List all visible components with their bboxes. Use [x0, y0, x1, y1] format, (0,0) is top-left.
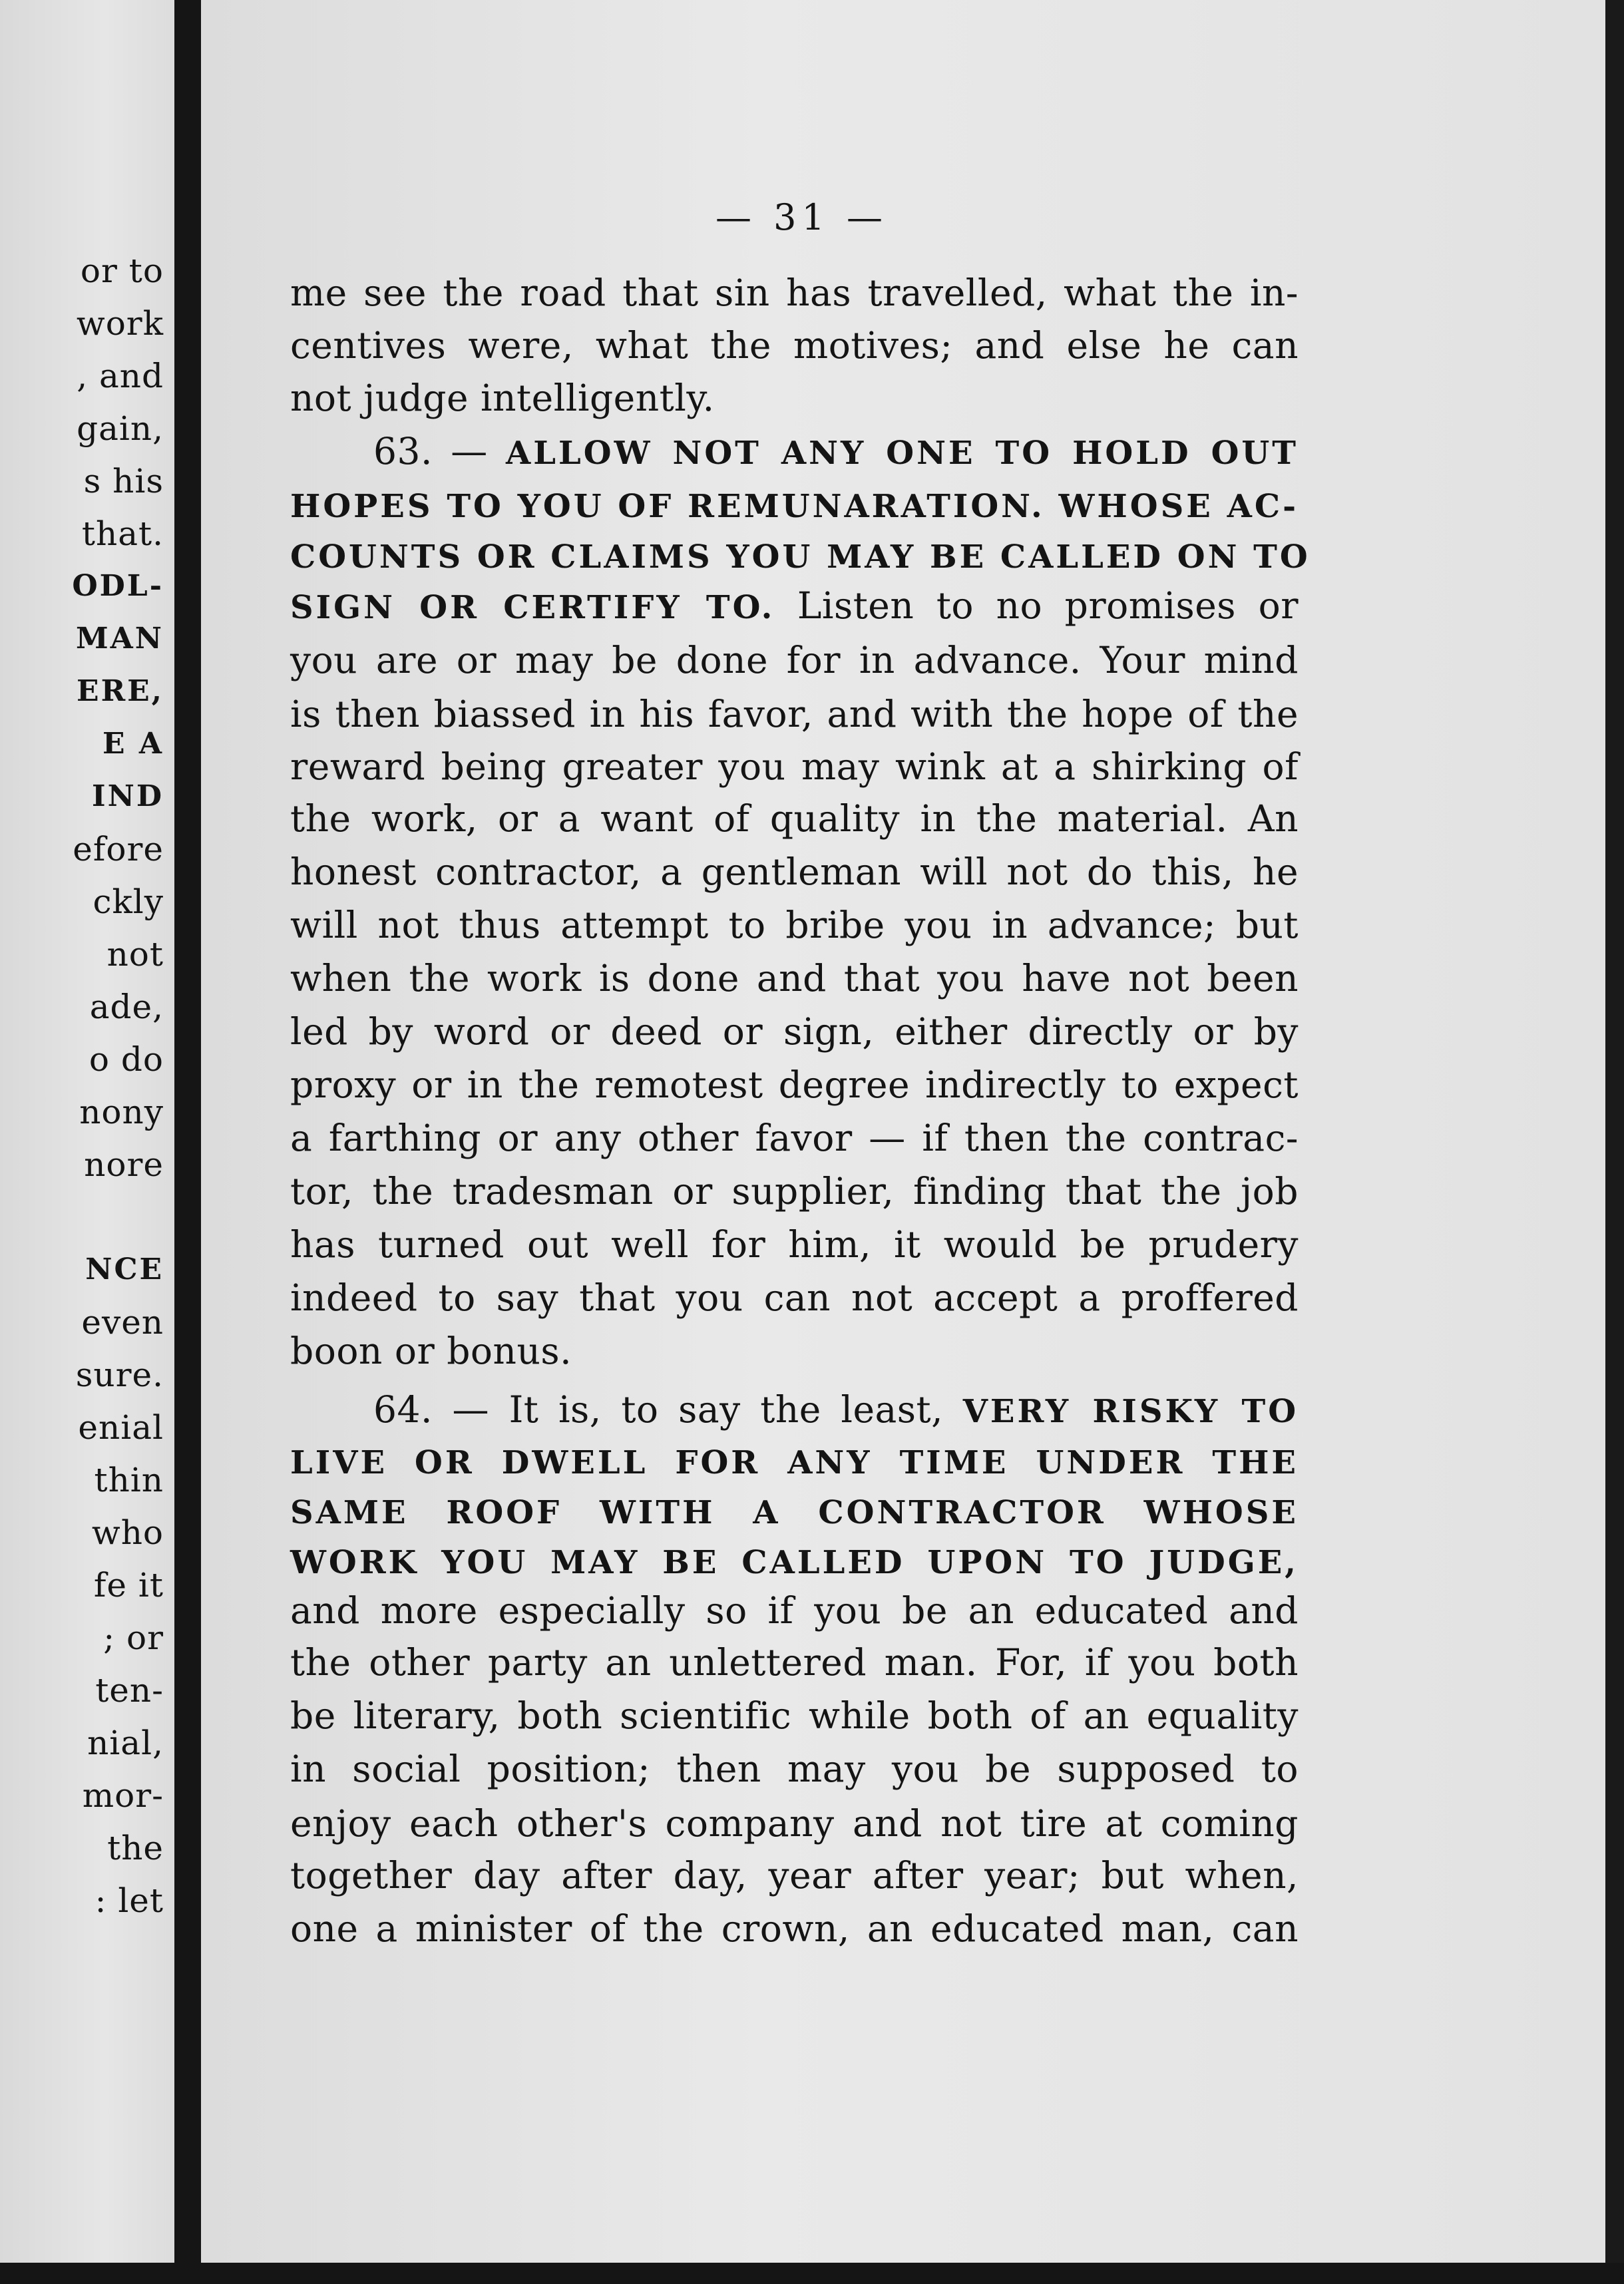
facing-page-text-fragment: even	[81, 1303, 164, 1342]
text-run: 63. —	[373, 430, 507, 473]
bold-text-run: WORK YOU MAY BE CALLED UPON TO JUDGE,	[290, 1544, 1299, 1581]
text-run: together day after day, year after year; but when,	[290, 1854, 1299, 1897]
text-line	[290, 845, 1299, 898]
text-line	[290, 1797, 1299, 1850]
text-line	[290, 1058, 1299, 1111]
bold-text-run: SIGN OR CERTIFY TO.	[290, 589, 775, 626]
facing-page-text-fragment: s his	[83, 462, 164, 500]
text-run: indeed to say that you can not accept a proffered	[290, 1276, 1299, 1319]
text-run: be literary, both scientific while both of an equality	[290, 1694, 1299, 1737]
facing-page-text-fragment: work	[76, 304, 164, 343]
facing-page-text-fragment: ade,	[89, 988, 164, 1026]
facing-page-text-fragment: ODL-	[72, 569, 164, 603]
text-line	[290, 740, 1299, 793]
text-run: one a minister of the crown, an educated man, can	[290, 1907, 1299, 1950]
text-run: the other party an unlettered man. For, if you both	[290, 1641, 1299, 1684]
text-run: not judge intelligently.	[290, 377, 715, 419]
facing-page-text-fragment: nial,	[87, 1724, 164, 1762]
text-line	[290, 1636, 1299, 1689]
facing-page-text-fragment: thin	[94, 1461, 164, 1499]
text-line	[290, 952, 1299, 1005]
text-line	[290, 425, 1299, 478]
text-line	[290, 1271, 1299, 1324]
facing-page-text-fragment: NCE	[85, 1252, 164, 1286]
text-line	[290, 371, 1299, 425]
bold-text-run: LIVE OR DWELL FOR ANY TIME UNDER THE	[290, 1444, 1299, 1481]
text-run: honest contractor, a gentleman will not do this, he	[290, 851, 1299, 893]
text-run: a farthing or any other favor — if then the contrac-	[290, 1117, 1299, 1159]
facing-page-text-fragment: ; or	[103, 1618, 164, 1657]
bold-text-run: COUNTS OR CLAIMS YOU MAY BE CALLED ON TO	[290, 538, 1311, 576]
facing-page-text-fragment: MAN	[75, 622, 164, 656]
facing-page-text-fragment: ckly	[93, 882, 164, 921]
text-line	[290, 1324, 1299, 1378]
text-run: boon or bonus.	[290, 1330, 572, 1372]
text-line	[290, 478, 1299, 531]
text-run: you are or may be done for in advance. Your mind	[290, 639, 1299, 681]
text-line	[290, 1218, 1299, 1271]
text-line	[290, 1584, 1299, 1637]
text-line	[290, 1849, 1299, 1902]
facing-page-text-fragment: , and	[77, 357, 164, 395]
facing-page-text-fragment: IND	[92, 779, 164, 813]
bottom-page-edge	[0, 2263, 1624, 2284]
text-line	[290, 1689, 1299, 1742]
bold-text-run: VERY RISKY TO	[962, 1393, 1299, 1430]
bold-text-run: SAME ROOF WITH A CONTRACTOR WHOSE	[290, 1494, 1299, 1531]
text-line	[290, 1534, 1299, 1587]
text-line	[290, 1165, 1299, 1218]
bold-text-run: ALLOW NOT ANY ONE TO HOLD OUT	[506, 435, 1299, 472]
text-run: when the work is done and that you have not been	[290, 957, 1299, 1000]
facing-page-text-fragment: or to	[80, 252, 164, 290]
facing-page-text-fragment: nore	[84, 1145, 164, 1184]
facing-page-text-fragment: fe it	[93, 1566, 164, 1605]
facing-page-text-fragment: nony	[79, 1093, 164, 1131]
text-run: the work, or a want of quality in the material. An	[290, 797, 1299, 840]
text-run: reward being greater you may wink at a shirking of	[290, 745, 1299, 788]
text-line	[290, 687, 1299, 741]
text-line	[290, 792, 1299, 845]
facing-page-text-fragment: the	[107, 1829, 164, 1867]
text-run: centives were, what the motives; and else he can	[290, 324, 1299, 367]
page-number: — 31 —	[715, 196, 889, 238]
text-run: enjoy each other's company and not tire at coming	[290, 1802, 1299, 1845]
text-line	[290, 319, 1299, 372]
text-run: will not thus attempt to bribe you in advance; but	[290, 904, 1299, 946]
text-run: Listen to no promises or	[775, 584, 1299, 627]
text-run: has turned out well for him, it would be prudery	[290, 1223, 1299, 1266]
bold-text-run: HOPES TO YOU OF REMUNARATION. WHOSE AC-	[290, 488, 1299, 525]
text-run: me see the road that sin has travelled, what the in-	[290, 272, 1299, 314]
facing-page-text-fragment: ten-	[95, 1671, 164, 1710]
facing-page-text-fragment: who	[91, 1513, 164, 1552]
facing-page-text-fragment: mor-	[82, 1776, 164, 1815]
text-run: led by word or deed or sign, either directly or by	[290, 1010, 1299, 1053]
text-run: is then biassed in his favor, and with the hope of the	[290, 693, 1299, 735]
facing-page-fragment	[0, 0, 174, 2263]
facing-page-text-fragment: o do	[89, 1040, 164, 1079]
text-line	[290, 528, 1311, 582]
facing-page-text-fragment: efore	[73, 830, 164, 868]
text-line	[290, 579, 1299, 632]
facing-page-text-fragment: E A	[102, 727, 164, 761]
text-line	[290, 1111, 1299, 1165]
text-line	[290, 634, 1299, 687]
book-gutter	[174, 0, 201, 2284]
text-line	[290, 1434, 1299, 1487]
facing-page-text-fragment: not	[106, 935, 164, 974]
text-line	[290, 1005, 1299, 1058]
text-run: in social position; then may you be supposed to	[290, 1748, 1299, 1790]
text-run: tor, the tradesman or supplier, finding that the job	[290, 1170, 1299, 1213]
facing-page-text-fragment: that.	[81, 514, 164, 553]
text-line	[290, 1484, 1299, 1537]
text-line	[290, 898, 1299, 952]
text-line	[290, 1383, 1299, 1436]
text-run: and more especially so if you be an educated and	[290, 1589, 1299, 1632]
text-run: 64. — It is, to say the least,	[373, 1388, 963, 1431]
facing-page-text-fragment: sure.	[75, 1356, 164, 1394]
facing-page-text-fragment: enial	[78, 1408, 164, 1447]
facing-page-text-fragment: : let	[95, 1881, 164, 1920]
text-line	[290, 1742, 1299, 1796]
right-page-edge	[1605, 0, 1624, 2284]
text-run: proxy or in the remotest degree indirectly to expect	[290, 1063, 1299, 1106]
facing-page-text-fragment: gain,	[77, 409, 164, 448]
facing-page-text-fragment: ERE,	[77, 674, 164, 708]
text-line	[290, 1902, 1299, 1955]
text-line	[290, 266, 1299, 319]
